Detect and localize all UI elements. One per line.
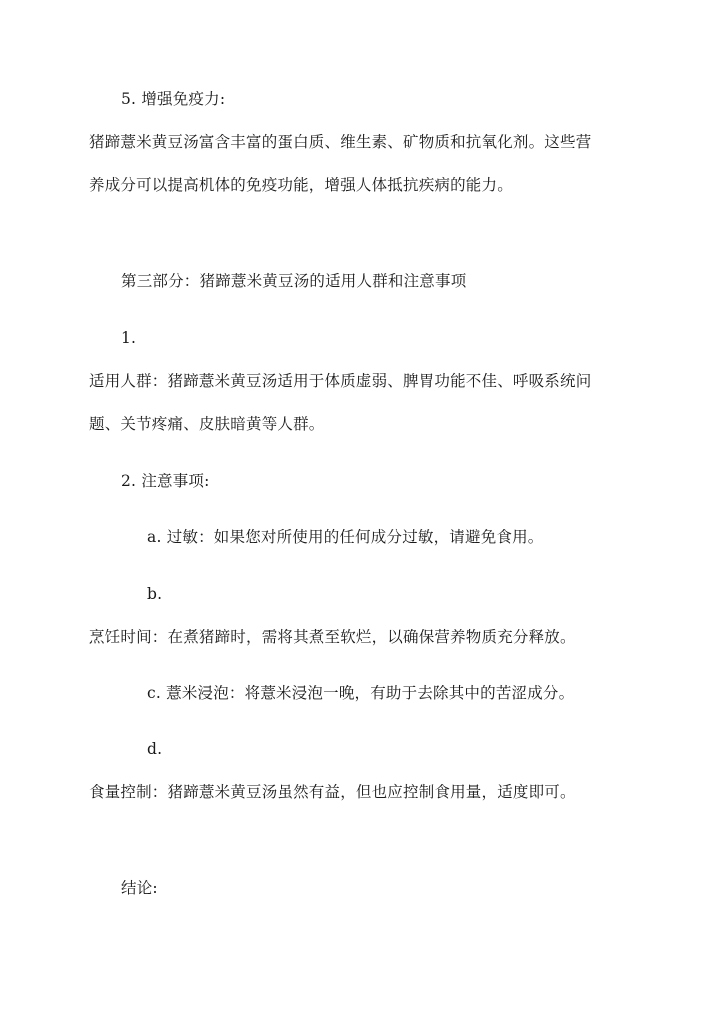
conclusion-heading: 结论: (121, 879, 158, 897)
section-5-heading: 5. 增强免疫力: (121, 90, 226, 108)
item-2-heading: 2. 注意事项: (121, 472, 210, 490)
section-5-body-line-1: 猪蹄薏米黄豆汤富含丰富的蛋白质、维生素、矿物质和抗氧化剂。这些营 (89, 133, 592, 151)
sub-item-a: a. 过敏：如果您对所使用的任何成分过敏，请避免食用。 (147, 528, 544, 546)
item-1-line-1: 适用人群：猪蹄薏米黄豆汤适用于体质虚弱、脾胃功能不佳、呼吸系统问 (89, 372, 592, 390)
sub-item-b-text: 烹饪时间：在煮猪蹄时，需将其煮至软烂，以确保营养物质充分释放。 (89, 628, 576, 646)
sub-item-d-letter: d. (147, 740, 163, 758)
sub-item-c: c. 薏米浸泡：将薏米浸泡一晚，有助于去除其中的苦涩成分。 (147, 684, 575, 702)
sub-item-b-letter: b. (147, 585, 163, 603)
section-5-body-line-2: 养成分可以提高机体的免疫功能，增强人体抵抗疾病的能力。 (89, 176, 513, 194)
item-1-line-2: 题、关节疼痛、皮肤暗黄等人群。 (89, 415, 325, 433)
sub-item-d-text: 食量控制：猪蹄薏米黄豆汤虽然有益，但也应控制食用量，适度即可。 (89, 783, 576, 801)
part-3-title: 第三部分：猪蹄薏米黄豆汤的适用人群和注意事项 (121, 272, 467, 290)
item-1-number: 1. (121, 329, 137, 347)
